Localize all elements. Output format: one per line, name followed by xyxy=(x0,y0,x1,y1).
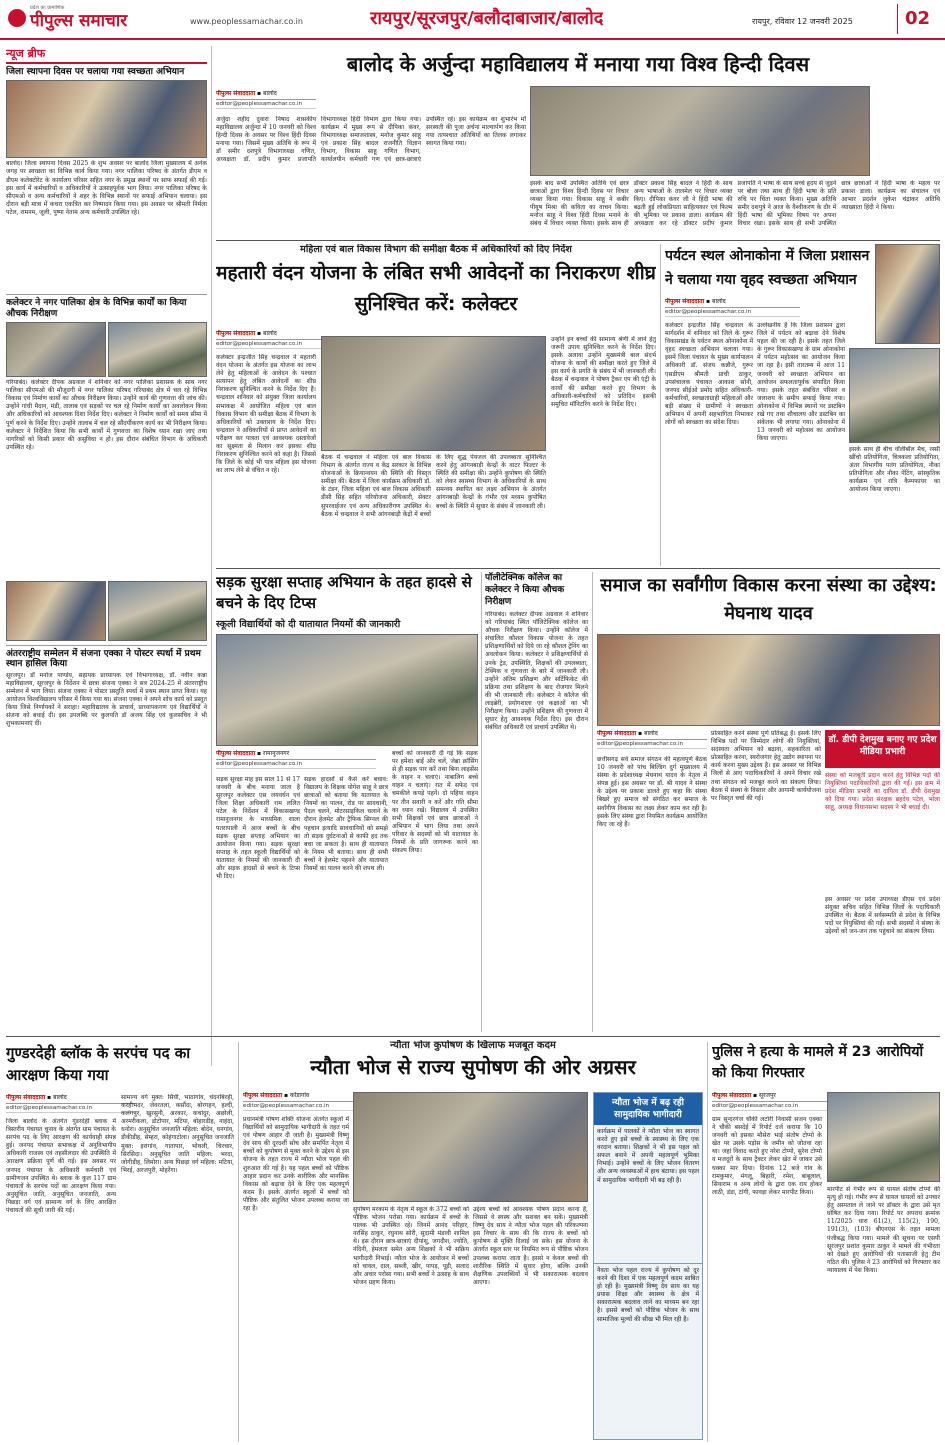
mahtari-body-1: कलेक्टर इन्द्रजीत सिंह चन्द्रवाल ने महतारी वंदन योजना के अंतर्गत इस योजना का लाभ लेने हेतु महिलाओं के आवेदन के पश्चात सत्यापन हेतु लंबित आवेदनों का शीघ्र निराकरण सुनिश्चित करने के निर्देश दिए हैं। चन्द्रवाल शनिवार को संयुक्त जिला कार्यालय सभाकक्ष में आयोजित महिला एवं बाल विकास विभाग की समीक्षा बैठक में विभाग के अधिकारियों को उक्ताशय के निर्देश दिए। चन्द्रवाल ने अधिकारियों से प्राप्त आवेदनों का परीक्षण कर पात्रता एवं आवश्यक दस्तावेजों का सूक्ष्मता से मिलान कर इसका शीघ्र निराकरण सुनिश्चित करने को कहा है। जिससे कि जिले के कोई भी पात्र महिला इस योजना का लाभ लेने से वंचित न रहे। xyxy=(216,354,316,475)
road-body-3: बच्चों को जानकारी दी गई कि सड़क पर हमेशा बाईं ओर चलें, जेब्रा क्रॉसिंग से ही सड़क पार करें तथा बिना लाइसेंस के वाहन न चलाएं। नाबालिग बच्चे वाहन न चलाएं। रात में सफेद एवं चमकीले कपड़े पहनें। दो पहिया वाहन पर तीन सवारी न करें और गति सीमा का ध्यान रखें। विद्यालय में उपस्थित सभी शिक्षकों एवं छात्र छात्राओं ने अभियान में भाग लिया तथा अपने परिवार के सदस्यों को भी यातायात के नियमों के प्रति जागरूक करने का संकल्प लिया। xyxy=(392,750,478,855)
brief-photo-2a xyxy=(6,322,106,377)
onakona-headline: पर्यटन स्थल ओनाकोना में जिला प्रशासन ने चलाया गया वृहद स्वच्छता अभियान xyxy=(665,248,870,288)
police-headline: पुलिस ने हत्या के मामले में 23 आरोपियों को किया गिरफ्तार xyxy=(712,1044,924,1081)
road-subheadline: स्कूली विद्यार्थियों को दी यातायात नियमों की जानकारी xyxy=(216,619,401,630)
samaj-story xyxy=(597,572,940,1032)
poly-body: गरियाबंद। कलेक्टर दीपक अग्रवाल ने शनिवार को गरियाबंद स्थित पॉलिटेक्निक कॉलेज का औचक निरीक्षण किया। उन्होंने कॉलेज में संचालित कौशल विकास योजना के तहत प्रशिक्षणार्थियों को दिये जा रहे कौशल ट्रेनिंग का अवलोकन किया। कलेक्टर ने प्रशिक्षणार्थियों से उनके ट्रेड, उपस्थिति, शिक्षकों की उपलब्धता, टेक्निक व गुणवत्ता के बारे में जानकारी ली। उन्होंने अंतिम प्रशिक्षण और सर्टिफिकेट की प्रक्रिया तथा प्रशिक्षण के बाद रोजगार मिलने की भी जानकारी ली। कलेक्टर ने कॉलेज की लाइब्रेरी, प्रयोगशाला एवं कक्षाओं का भी निरीक्षण किया। उन्होंने प्रशिक्षण की गुणवत्ता में सुधार हेतु आवश्यक निर्देश दिए। इस दौरान संबंधित अधिकारी एवं प्राचार्य उपस्थित थे। xyxy=(485,611,588,732)
onakona-body-3: इसके साथ ही बीच वॉलीबॉल मैच, रस्सी खींचो प्रतियोगिता, चित्रकला प्रतियोगिता, अंतर विभागीय पतंग प्रतियोगिता, नौका प्रतियोगिता और नौका पेंटिंग, सांस्कृतिक कार्यक्रम एवं रात्रि कैम्पफायर का आयोजन किया जाएगा। xyxy=(849,446,940,494)
brief-headline-2: कलेक्टर ने नगर पालिका क्षेत्र के विभिन्न कार्यों का किया औचक निरीक्षण xyxy=(6,294,207,319)
nyota-headline: न्यौता भोज से राज्य सुपोषण की ओर अग्रसर xyxy=(310,1055,636,1079)
nyota-email: editor@peoplessamachar.co.in xyxy=(243,1103,373,1111)
panchayat-story xyxy=(6,1042,234,1442)
panch-body-2: सामान्य वर्ग मुक्त: सिंघी, भाठागांव, चंदनबिरही, करहीभदर, जेवरतला, कसौंदा, बोरगहन, हल्दी, कलंगपुर, खुरसुनी, अरकार, कचांदुर, अछोली, अरमरीकला, डोटोपार, मटिया, बोहारडीह, नाहंदा, धनोरा। अनुसूचित जनजाति महिला: बोदेन, धनगांव, डौकीडीह, सेम्हरा, कोहंगाटोला। अनुसूचित जनजाति मुक्त: इरागांव, गातापार, भोथली, चिरचार, सिरसिदा। अनुसूचित जाति महिला: भरदा, जोगीडीह, लिमोरा। अन्य पिछड़ा वर्ग महिला: मटिया, भिरई, अरजपुरी, मोहरेंगा। xyxy=(121,1094,234,1174)
police-body-2: मारपीट से गंभीर रूप से घायल संतोष टोप्पो की मृत्यु हो गई। गंभीर रूप से घायल घायलों को उपचार हेतु अस्पताल ले जाने पर डॉक्टर के द्वारा उसे मृत घोषित कर दिया गया। रिपोर्ट पर अपराध क्रमांक 11/2025 धारा 61(2), 115(2), 190, 191(3), (103) बीएनएस के तहत मामला पंजीबद्ध किया गया। मामले की सूचना पर एसपी सूरजपुर प्रशांत कुमार ठाकुर ने मामले की गंभीरता को देखते हुए आरोपियों की पतासाजी हेतु टीम गठित की। पुलिस ने 23 आरोपियों को गिरफ्तार कर न्यायालय में पेश किया। xyxy=(827,1186,940,1274)
polytechnic-story xyxy=(485,572,588,1032)
road-headline: सड़क सुरक्षा सप्ताह अभियान के तहत हादसे से बचने के दिए टिप्स xyxy=(216,573,472,612)
panch-headline: गुण्डरदेही ब्लॉक के सरपंच पद का आरक्षण किया गया xyxy=(6,1044,191,1084)
mahtari-headline: महतारी वंदन योजना के लंबित सभी आवेदनों का निराकरण शीघ्र सुनिश्चित करें: कलेक्टर xyxy=(216,262,656,316)
road-photo xyxy=(216,634,478,746)
nyota-kicker: न्यौता भोज कुपोषण के खिलाफ मजबूत कदम xyxy=(390,1040,556,1051)
brief-photo-2b xyxy=(108,322,208,377)
website: www.peoplessamachar.co.in xyxy=(190,17,303,26)
brief-headline-1: जिला स्थापना दिवस पर चलाया गया स्वच्छता अभियान xyxy=(6,67,185,77)
road-email: editor@peoplessamachar.co.in xyxy=(216,761,376,769)
road-byline: पीपुल्स संवाददाता ▪ रामानुजनगर xyxy=(216,750,376,760)
samaj-badge-headline: डॉ. डीपी देशमुख बनाए गए प्रदेश मीडिया प्रभारी xyxy=(825,730,940,768)
top-story-photo xyxy=(530,86,870,176)
onakona-body-2: उल्लेखनीय है कि जिला प्रशासन द्वारा जिले में पर्यटन को बढ़ावा देने विशेष पहल की जा रही है। इसके तहत जिले के गुरूर विकासखण्ड के ग्राम ओनाकोना में पर्यटन महोत्सव का आयोजन किया जा रहा है। इसी तारतम्य में आज 11 जनवरी को स्वच्छता अभियान का आयोजन सफलतापूर्वक संपादित किया गया। इसके तहत संबंधित परिसर व जलाशय के समीप सफाई किया गया। ओनाकोना में विभिन्न स्थानों पर डस्टबिन रखे गए तथा शौचालय और डस्टबिन का संकेतक भी लगाया गया। ओनाकोना में 13 जनवरी को महोत्सव का आयोजन किया जाएगा। xyxy=(757,322,845,443)
nyota-side-headline: न्यौता भोज में बढ़ रही सामुदायिक भागीदारी xyxy=(594,1093,702,1125)
panch-email: editor@peoplessamachar.co.in xyxy=(6,1105,136,1113)
samaj-body-2: प्रोत्साहित करने संस्था पूर्ण प्रतिबद्ध है। इसके लिए विभिन्न पदों पर जिम्मेदार लोगों की नियुक्तियां, सदस्यता अभियान को बढ़ावा, सहकारिता को प्रोत्साहित करना, स्वरोजगार हेतु उद्योग स्थापना पर कार्य करना मुख्य उद्देश्य है। इस अवसर पर विभिन्न जिलों से आए पदाधिकारियों ने अपने विचार रखे तथा संगठन को मजबूत करने का संकल्प लिया। बैठक में संस्था के विस्तार और आगामी कार्ययोजना पर विस्तृत चर्चा की गई। xyxy=(711,730,821,802)
top-story-body-1: अर्जुदा शहीद दुवारा निषाद शासकीय महाविद्यालय अर्जुन्दा में 10 जनवरी को विश्व हिन्दी दिवस के अवसर पर विश्व हिंदी दिवस मनाया गया। जिसमें मुख्य अतिथि के रूप में डॉ समीर दशपुत्रे विभागाध्यक्ष गणित, अध्यक्षता डॉ. प्रदीप कुमार प्रजापति विभागाध्यक्ष हिंदी विभाग द्वारा किया गया। कार्यक्रम में मुख्य रूप से दीपिका कंवर, विभागाध्यक्ष समाजशास्त्र, मनोज कुमार साहू एवं प्रकाश सिंह बादल राजनीति विज्ञान विभाग, विकास साहू गणित विभाग, कार्यालयीन कर्मचारी गण एवं छात्र-छात्राएं उपस्थित रहे। इस कार्यक्रम का शुभारंभ माँ सरस्वती की पूजा अर्चना माल्यार्पण कर किया गया तत्पश्चात अतिथियों का तिलक लगाकर स्वागत किया गया। xyxy=(216,116,526,164)
news-brief-column xyxy=(6,46,207,1066)
samaj-badge-body: संस्था को मजबूती प्रदान करने हेतु विभिन्न पदों की नियुक्तियां पदाधिकारियों द्वारा की गईं। इस क्रम में प्रदेश मीडिया प्रभारी का दायित्व डॉ. डीपी देशमुख को दिया गया। प्रदेश संरक्षक ब्रहदेव पटेल, भोला साहू, अध्यक्ष विधानसभा सदस्य ने भी बधाई दी। xyxy=(825,772,940,812)
onakona-group-photo xyxy=(849,348,940,443)
police-story xyxy=(712,1042,940,1442)
top-byline: पीपुल्स संवाददाता ▪ बालोद xyxy=(216,90,316,100)
onakona-byline: पीपुल्स संवाददाता ▪ बालोद xyxy=(665,298,800,308)
road-body-1: सड़क सुरक्षा माह इस साल 11 से 17 जनवरी के बीच मनाया जाता है सूरजपुर कलेक्टर एस जयवर्धन एवं जिला शिक्षा अधिकारी राम ललित पटेल के निर्देशन में विकासखण्ड रामानुजनगर के माध्यमिक शाला पतरापाली में आज बच्चों के बीच सड़क सुरक्षा सप्ताह अभियान का आयोजन किया गया। सड़क सुरक्षा सप्ताह के तहत स्कूली विद्यार्थियों को यातायात के नियमों की जानकारी दी और सड़क हादसों से बचने के टिप्स भी दिए। xyxy=(216,776,300,881)
samaj-photo xyxy=(597,634,940,726)
poly-headline: पॉलीटेक्निक कॉलेज का कलेक्टर ने किया औचक निरीक्षण xyxy=(485,573,565,607)
brief-photo-3b xyxy=(108,581,208,641)
dateline: रायपुर, रविवार 12 जनवरी 2025 xyxy=(752,17,853,26)
brief-headline-3: अंतरराष्ट्रीय सम्मेलन में संजना एक्का ने पोस्टर स्पर्धा में प्रथम स्थान हासिल किया xyxy=(6,645,207,670)
brief-label: न्यूज ब्रीफ xyxy=(6,46,207,64)
brief-body-3: सूरजपुर। डॉ मनोज पाण्डेय, सहायक प्राध्यापक एवं विभागाध्यक्ष, डॉ. नवीन कन्ना महाविद्यालय, सूरजपुर के निर्देशन में छात्रा संजना एक्का ने सत्र 2024-25 में अंतरराष्ट्रीय सम्मेलन में भाग लिया। संजना एक्का ने पोस्टर प्रस्तुति स्पर्धा में प्रथम स्थान प्राप्त किया। यह आयोजन विश्वविद्यालय परिसर में किया गया था। संजना एक्का ने अपने शोध कार्य को प्रस्तुत किया जिसे निर्णायकों ने सराहा। महाविद्यालय के प्राचार्य, प्राध्यापकगण एवं विद्यार्थियों ने संजना को बधाई दी। इस उपलब्धि पर कुलपति डॉ अजय सिंह एवं कुलसचिव ने भी शुभकामनाएं दीं। xyxy=(6,671,207,728)
nyota-photo xyxy=(353,1092,588,1202)
panch-body-1: जिला बालोद के अंतर्गत गुंडरदेही ब्लाक में त्रिस्तरीय पंचायत चुनाव के अंतर्गत ग्राम पंचायत के सरपंच पद के लिए आरक्षण की कार्यवाही संपन्न हुई। जनपद पंचायत सभाकक्ष में अनुविभागीय अधिकारी राजस्व एवं तहसीलदार की उपस्थिति में आरक्षण प्रक्रिया पूर्ण की गई। इस अवसर पर जनपद पंचायत के अधिकारी कर्मचारी एवं ग्रामीणजन उपस्थित थे। ब्लाक के कुल 117 ग्राम पंचायतों के सरपंच पदों का आरक्षण किया गया। अनुसूचित जाति, अनुसूचित जनजाति, अन्य पिछड़ा वर्ग एवं सामान्य वर्ग के लिए आरक्षित पंचायतों की सूची जारी की गई। xyxy=(6,1118,116,1215)
nyota-body-2: सुपोषण मरकाम के नेतृत्व में स्कूल के 372 बच्चों को पौष्टिक भोजन परोसा गया। कार्यक्रम में बच्चों के पालक भी उपस्थित रहे। जिनमें आनंद परिहार, नरसिंह ठाकुर, रघुनाथ सोरी, सुदामी मंडावी शामिल थे। इस दौरान छात्र-छात्राएं दीपांशु, जगदीश, ज्योति, नंदिनी, हेमलता समेत अन्य शिक्षकों ने भी सक्रिय भागीदारी निभाई। न्यौता भोज के आयोजन में बच्चों को चावल, दाल, सब्जी, खीर, पापड़, पूड़ी, सलाद और अचार परोसा गया। सभी बच्चों ने उत्साह के साथ भोजन ग्रहण किया। xyxy=(353,1206,469,1286)
samaj-body-1: छत्तीसगढ़ सर्व समाज संगठन की महत्वपूर्ण बैठक 10 जनवरी को पांच बिल्डिंग दुर्ग मुख्यालय में संस्था के प्रदेशाध्यक्ष मेघनाथ यादव के नेतृत्व में संपन्न हुई। इस अवसर पर डॉ. श्री यादव ने संस्था के उद्देश्य पर प्रकाश डालते हुए कहा कि संस्था बिखरे हुए समाज को संगठित कर समाज के सर्वांगीण विकास का लक्ष्य लेकर काम कर रही है। इसके लिए संस्था द्वारा नियमित कार्यक्रम आयोजित किए जा रहे हैं। xyxy=(597,756,707,828)
nyota-side-body: कार्यक्रम में पालकों ने न्यौता भोज का स्वागत करते हुए इसे बच्चों के स्वास्थ्य के लिए एक वरदान बताया। शिक्षकों ने भी इस पहल को सफल बनाने में अपनी महत्वपूर्ण भूमिका निभाई। उन्होंने बच्चों के लिए भोजन वितरण और अन्य व्यवस्थाओं में हाथ बंटाया। इस पहल में सामुदायिक भागीदारी भी बढ़ रही है। xyxy=(597,1128,699,1184)
mahtari-byline: पीपुल्स संवाददाता ▪ बालोद xyxy=(216,330,356,340)
road-body-2: सड़क हादसों से कैसे करें बचाव: विद्यालय के शिक्षक योगेश साहू ने छात्र छात्राओं को बताया कि यातायात के नियमों का पालन, रोड पर सावधानी, पैदल चलने, मोटरसाइकिल चलाने के दौरान हेलमेट और ट्रैफिक सिग्नल की पहचान इत्यादि सावधानियों को समझे तो सड़क दुर्घटनाओं से काफी हद तक बचा जा सकता है। साथ ही यातायात के नियम भी बताया। साथ ही सभी बच्चों ने हेलमेट पहनने और यातायात नियमों का पालन करने की शपथ ली। xyxy=(304,776,388,873)
brief-body-2: गरियाबंद। कलेक्टर दीपक अग्रवाल ने शनिवार को नगर पालिका प्रशासक के साथ नगर पालिका सीएमओ की मौजूदगी में नगर पालिका परिषद गरियाबंद क्षेत्र में चल रहे विभिन्न विकास एवं निर्माण कार्यों का औचक निरीक्षण किया। उन्होंने कार्य की गुणवत्ता की जांच की। उन्होंने गांधी मैदान, मंडी, तालाब एवं सड़कों पर चल रहे निर्माण कार्यों का अवलोकन किया और अधिकारियों को आवश्यक दिशा निर्देश दिए। कलेक्टर ने निर्माण कार्यों को समय सीमा में पूर्ण करने के निर्देश दिए। उन्होंने तालाब में चल रहे सौंदर्यीकरण कार्य का भी निरीक्षण किया। कलेक्टर ने निर्देशित किया कि सभी कार्यों में गुणवत्ता का विशेष ध्यान रखा जाए तथा नागरिकों को किसी प्रकार की असुविधा न हो। इस दौरान संबंधित विभाग के अधिकारी उपस्थित रहे। xyxy=(6,379,207,451)
samaj-email: editor@peoplessamachar.co.in xyxy=(597,741,707,749)
mahtari-kicker: महिला एवं बाल विकास विभाग की समीक्षा बैठक में अधिकारियों को दिए निर्देश xyxy=(300,244,572,255)
brief-body-1: बालोद। जिला स्थापना दिवस 2025 के शुभ अवसर पर बालोद जिला मुख्यालय में अनेक जगह पर स्वच्छता का विभिन्न कार्य किया गया। नगर पालिका परिषद के अंतर्गत डीएम व डीएम कलेक्टोरेट के कार्यालय परिसर सहित नगर के प्रमुख स्थानों पर साफ सफाई की गई। इस कार्य में कर्मचारियों व अधिकारियों ने उत्साहपूर्वक भाग लिया। नगर पालिका परिषद के सीएमओ व अन्य कर्मचारियों ने शहर के विभिन्न स्थानों पर सफाई अभियान चलाया। इस दौरान बड़ी मात्रा में कचरा एकत्रित कर निष्पादन किया गया। इस अवसर पर श्रीमती निर्मला पटेल, रामनम, जूली, पुष्पा नेताम अन्य कर्मचारी उपस्थित रहे। xyxy=(6,160,207,216)
onakona-story xyxy=(665,244,940,566)
nyota-byline: पीपुल्स संवाददाता ▪ कोंडागांव xyxy=(243,1092,373,1102)
onakona-body-1: कलेक्टर इन्द्रजीत सिंह चन्द्रवाल के मार्गदर्शन में शनिवार को जिले के गुरूर विकासखंड के पर्यटन स्थल ओनाकोना में वृहद स्वच्छता अभियान चलाया गया। इसमें जिला पंचायत के मुख्य कार्यपालन अधिकारी डॉ. संजय कन्नौजे, गुरूर एसडीएम श्रीमती प्राची ठाकुर, उपसंचालक पंचायत आकाश सोनी, जनपद सीईओ प्रमोद सहित अधिकारी-कर्मचारियों, स्वच्छताग्राही महिलाओं और बड़ी संख्या में ग्रामीणों ने स्वच्छता अभियान में अपनी सहभागिता निभाकर लोगों को स्वच्छता का संदेश दिया। xyxy=(665,322,753,427)
mahtari-photo xyxy=(321,336,546,451)
logo-mark-icon xyxy=(8,9,26,27)
samaj-headline: समाज का सर्वांगीण विकास करना संस्था का उद्देश्य: मेघनाथ यादव xyxy=(600,575,937,624)
logo xyxy=(8,5,178,35)
onakona-temple-photo xyxy=(875,244,940,344)
nyota-story xyxy=(243,1040,703,1442)
samaj-body-3: इस अवसर पर प्रदेश उपाध्यक्ष डीएस एवं प्रदेश संयुक्त सचिव सहित विभिन्न जिलों के पदाधिकारी उपस्थित थे। बैठक में सर्वसम्मति से प्रदेश के विभिन्न पदों पर नियुक्तियां की गईं। सभी सदस्यों ने संस्था के उद्देश्यों को जन-जन तक पहुंचाने का संकल्प लिया। xyxy=(825,896,940,936)
logo-tagline: प्रदेश का प्रामाणिक xyxy=(30,5,65,11)
top-story-headline: बालोद के अर्जुन्दा महाविद्यालय में मनाया गया विश्व हिन्दी दिवस xyxy=(346,52,810,76)
nyota-body-3: उद्देश्य बच्चों को आवश्यक पोषण प्रदान करना है, जिससे वे स्वस्थ और सशक्त बन सकें। मुख्यमंत्री विष्णु देव साय ने न्यौता भोज पहल की परिकल्पना इस विचार के साथ की कि राज्य के बच्चों को कुपोषण से मुक्ति दिलाई जा सके। इस योजना के अंतर्गत स्कूल स्तर पर नियमित रूप से पौष्टिक भोजन उपलब्ध कराया जाता है। इससे न केवल बच्चों की शारीरिक स्थिति में सुधार होगा, बल्कि उनकी शैक्षणिक उपलब्धियों में भी सकारात्मक बदलाव आएगा। xyxy=(473,1206,588,1286)
logo-text: पीपुल्स समाचार xyxy=(30,11,128,31)
brief-photo-3a xyxy=(6,581,106,641)
panch-byline: पीपुल्स संवाददाता ▪ बालोद xyxy=(6,1094,136,1104)
samaj-byline: पीपुल्स संवाददाता ▪ बालोद xyxy=(597,730,707,740)
masthead xyxy=(0,0,945,40)
mahtari-body-3: उन्होंने इन बच्चों की सामान्य श्रेणी में लाने हेतु जरूरी उपाय सुनिश्चित करने के निर्देश दिए। इसके अलावा उन्होंने मुख्यमंत्री बाल संदर्भ योजना के कार्यों की समीक्षा करते हुए जिले में इस कार्य के प्रगति के संबंध में भी जानकारी ली। बैठक में चन्द्रवाल ने पोषण ट्रैकर एप की एंट्री के कार्यों की समीक्षा करते हुए विभाग के अधिकारी-कर्मचारियों को प्रतिदिन इसकी समुचित मॉनिटरिंग करने के निर्देश दिए। xyxy=(551,336,656,408)
edition-title: रायपुर/सूरजपुर/बलौदाबाजार/बालोद xyxy=(370,8,604,29)
nyota-body-1: प्रधानमंत्री पोषण शक्ति योजना अंतर्गत स्कूलों में विद्यार्थियों को सामुदायिक भागीदारी के तहत गर्म एवं पोषण आहार दी जाती है। मुख्यमंत्री विष्णु देव साय की दूरदर्शी सोच और समर्पित नेतृत्व में बच्चों को कुपोषण से मुक्त करने के उद्देश्य से इस योजना के तहत राज्य में न्यौता भोज पहल की शुरुआत की गई है। यह पहल बच्चों को पौष्टिक आहार प्रदान कर उनके शारीरिक और मानसिक विकास को बढ़ावा देने के लिए एक महत्वपूर्ण कदम है। इसके अंतर्गत स्कूलों में बच्चों को पौष्टिक और संतुलित भोजन उपलब्ध कराया जा रहा है। xyxy=(243,1116,349,1213)
police-byline: पीपुल्स संवाददाता ▪ सूरजपुर xyxy=(712,1092,842,1102)
police-body-1: ग्राम सुन्दरगंज चौकी लटोरी निवासी सजन एक्का ने चौकी बसदेई में रिपोर्ट दर्ज कराया कि 10 जनवरी को इसका मौसेरा भाई संतोष टोप्पो के खेत पर उसके पड़ोस के जमीन को जोतवा रहा था। जहां विवाद करते हुए नरेश टोप्पो, सुरेश टोप्पो व मजदूरों के साथ ट्रैक्टर लेकर खेत में जाकर उसे धक्का मार दिया। दिनांक 12 बजे गांव के रामकुमार, मंगलू, बिहारी, रमेश, बाबूलाल, सियाराम व अन्य लोगों के द्वारा एक राय होकर लाठी, डंडा, टांगी, फावड़ा लेकर मारपीट किया। xyxy=(712,1116,822,1196)
police-email: editor@peoplessamachar.co.in xyxy=(712,1103,842,1111)
police-photo xyxy=(827,1092,940,1182)
onakona-email: editor@peoplessamachar.co.in xyxy=(665,309,800,317)
mahtari-email: editor@peoplessamachar.co.in xyxy=(216,341,356,349)
top-story xyxy=(216,44,940,239)
brief-photo-1 xyxy=(6,80,207,158)
mahtari-story xyxy=(216,244,656,566)
nyota-side-box xyxy=(593,1092,703,1440)
top-email: editor@peoplessamachar.co.in xyxy=(216,101,316,109)
top-story-body-2: इसके बाद सभी उपस्थित अतिथि एवं छात्र छात्राओं द्वारा विश्व हिन्दी दिवस पर विचार व्यक्त किया गया। विकास साहू ने कबीर पीयूष मिश्रा की कविता का वाचन किया। मनोज साहू ने विश्व हिंदी दिवस मनाने के संबंध में विचार व्यक्त किया। इसके साथ ही डॉक्टर प्रकाश सिंह बादल ने हिंदी के साथ अन्य भाषाओं के तालमेल पर विचार व्यक्त किए। दीपिका कंवर जी ने हिंदी भाषा की बढ़ती हुई लोकप्रियता साहित्यकार एवं फिल्म की भूमिका पर प्रकाश डाला। कार्यक्रम की अध्यक्षता कर रहे डॉक्टर प्रदीप कुमार प्रजापति ने भाषा के साथ सच्चे हृदय से जुड़ने पर बोला तथा साथ ही हिंदी भाषा के प्रति रुचि पर चिंता व्यक्त किया। मुख्य अतिथि समीर दशपुत्रे ने आज के वैश्वीकरण के दौर में हिंदी भाषा की भूमिका विषय पर अपना विचार रखा। इसके साथ ही सभी उपस्थित छात्र छात्राओं ने हिंदी भाषा के महत्व पर प्रकाश डाला। कार्यक्रम का संचालन एवं आभार प्रदर्शन लुकेश चंद्राकर अतिथि व्याख्याता हिंदी ने किया। xyxy=(530,180,940,228)
mahtari-body-2: बैठक में चन्द्रवाल ने महिला एवं बाल विकास विभाग के अंतर्गत राज्य व केंद्र सरकार के विभिन्न योजनाओं के क्रियान्वयन की स्थिति की विस्तृत समीक्षा की। बैठक में जिला कार्यक्रम अधिकारी डॉ. के टंडन, जिला महिला एवं बाल विकास अधिकारी डीसी सिंह सहित परियोजना अधिकारी, सेक्टर सुपरवाईजर एवं अन्य अधिकारीगण उपस्थित थे। बैठक में चन्द्रवाल ने सभी आंगनबाड़ी केंद्रों में बच्चों के लिए शुद्ध पेयजल की उपलब्धता सुनिश्चित करने हेतु आंगनबाड़ी केन्द्रों के वाटर फिल्टर के स्थिति की समीक्षा की। उन्होंने कुपोषण की स्थिति को लेकर स्वास्थ्य विभाग के अधिकारियों के साथ समन्वय स्थापित कर लक्ष्य अभियान के अंतर्गत आंगनबाड़ी केन्द्रों के गंभीर एवं मध्यम कुपोषित बच्चों के स्थिति में सुधार के संबंध में जानकारी ली। xyxy=(321,454,546,518)
page-number: 02 xyxy=(897,4,937,34)
nyota-side-body-2: नैवता भोज पहल राज्य में कुपोषण को दूर करने की दिशा में एक महत्वपूर्ण कदम साबित हो रही है। मुख्यमंत्री विष्णु देव साय का यह प्रयास शिक्षा और स्वास्थ्य के क्षेत्र में सकारात्मक बदलाव लाने का माध्यम बन रहा है। इससे बच्चों को पौष्टिक भोजन के साथ सामाजिक मूल्यों की सीख भी मिल रही है। xyxy=(594,1263,702,1433)
